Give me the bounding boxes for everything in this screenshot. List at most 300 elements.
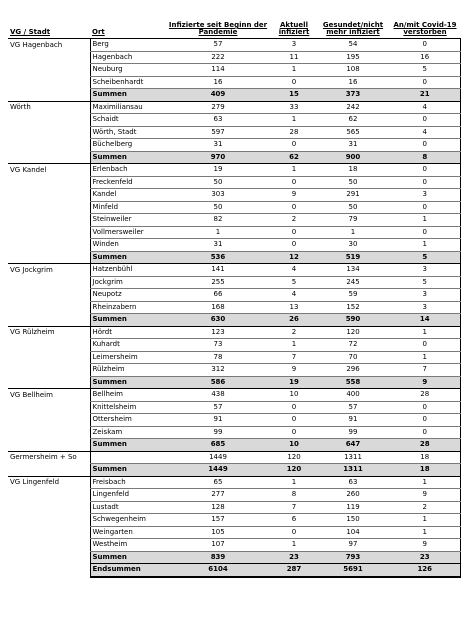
sum-verstorben: 23 [390,551,460,564]
table-row [8,264,460,277]
infiziert-cell: 66 [164,289,272,302]
summary-row [8,464,460,477]
infiziert-cell: 277 [164,489,272,502]
table-row [8,276,460,289]
sum-verstorben: 5 [390,251,460,264]
table-row [8,239,460,252]
aktuell-cell: 6 [272,514,316,527]
summary-row [8,551,460,564]
sum-verstorben: 18 [390,464,460,477]
ort-cell: Rülzheim [90,364,164,377]
gesundet-cell: 108 [316,64,390,77]
ort-cell: Hagenbach [90,51,164,64]
infiziert-cell: 57 [164,39,272,52]
aktuell-cell: 2 [272,326,316,339]
table-row [8,76,460,89]
sum-gesundet: 590 [316,314,390,327]
gesundet-cell: 18 [316,164,390,177]
verstorben-cell: 28 [390,389,460,402]
gesundet-cell: 291 [316,189,390,202]
aktuell-cell: 8 [272,489,316,502]
infiziert-cell: 128 [164,501,272,514]
table-row [8,539,460,552]
aktuell-cell: 1 [272,476,316,489]
vg-cell [8,314,90,327]
vg-cell: VG Rülzheim [8,326,90,339]
vg-cell [8,251,90,264]
vg-cell: VG Kandel [8,164,90,177]
sum-infiziert: 586 [164,376,272,389]
table-row [8,139,460,152]
verstorben-cell: 5 [390,64,460,77]
sum-aktuell: 23 [272,551,316,564]
verstorben-cell: 9 [390,489,460,502]
verstorben-cell: 0 [390,164,460,177]
table-row [8,476,460,489]
aktuell-cell: 9 [272,189,316,202]
gesundet-cell: 400 [316,389,390,402]
verstorben-cell: 0 [390,414,460,427]
gesundet-cell: 91 [316,414,390,427]
ort-cell: Ottersheim [90,414,164,427]
vg-cell [8,439,90,452]
gesundet-cell: 62 [316,114,390,127]
gesundet-cell: 104 [316,526,390,539]
aktuell-cell: 33 [272,101,316,114]
table-row [8,64,460,77]
gesundet-cell: 195 [316,51,390,64]
aktuell-cell: 4 [272,289,316,302]
summen-label: Summen [90,439,164,452]
verstorben-cell: 1 [390,351,460,364]
aktuell-cell: 9 [272,364,316,377]
infiziert-cell: 99 [164,426,272,439]
verstorben-cell: 2 [390,501,460,514]
aktuell-cell: 28 [272,126,316,139]
infiziert-cell: 31 [164,139,272,152]
vg-cell [8,376,90,389]
vg-cell [8,51,90,64]
infiziert-cell: 105 [164,526,272,539]
table-row [8,514,460,527]
summen-label: Summen [90,314,164,327]
sum-infiziert: 409 [164,89,272,102]
sum-aktuell: 15 [272,89,316,102]
vg-cell [8,289,90,302]
sum-infiziert: 1449 [164,464,272,477]
verstorben-cell: 3 [390,264,460,277]
table-row [8,189,460,202]
infiziert-cell: 65 [164,476,272,489]
infiziert-cell: 16 [164,76,272,89]
ort-cell: Erlenbach [90,164,164,177]
summary-row [8,314,460,327]
sum-aktuell: 12 [272,251,316,264]
aktuell-cell: 2 [272,214,316,227]
sum-aktuell: 120 [272,464,316,477]
aktuell-cell: 0 [272,176,316,189]
sum-gesundet: 1311 [316,464,390,477]
aktuell-cell: 120 [272,451,316,464]
summen-label: Summen [90,464,164,477]
vg-cell [8,239,90,252]
gesundet-cell: 97 [316,539,390,552]
sum-gesundet: 373 [316,89,390,102]
gesundet-cell: 260 [316,489,390,502]
infiziert-cell: 279 [164,101,272,114]
table-row [8,364,460,377]
infiziert-cell: 50 [164,201,272,214]
ort-cell: Steinweiler [90,214,164,227]
sum-aktuell: 19 [272,376,316,389]
aktuell-cell: 1 [272,339,316,352]
sum-gesundet: 519 [316,251,390,264]
verstorben-cell: 7 [390,364,460,377]
vg-cell [8,151,90,164]
verstorben-cell: 4 [390,101,460,114]
aktuell-cell: 0 [272,139,316,152]
infiziert-cell: 82 [164,214,272,227]
aktuell-cell: 0 [272,526,316,539]
infiziert-cell: 141 [164,264,272,277]
vg-cell [8,189,90,202]
verstorben-cell: 16 [390,51,460,64]
sum-infiziert: 685 [164,439,272,452]
summary-row [8,251,460,264]
ort-cell: Rheinzabern [90,301,164,314]
gesundet-cell: 120 [316,326,390,339]
infiziert-cell: 73 [164,339,272,352]
aktuell-cell: 0 [272,426,316,439]
sum-gesundet: 647 [316,439,390,452]
header-ort: Ort [90,8,164,39]
vg-cell [8,114,90,127]
vg-cell [8,551,90,564]
sum-verstorben: 14 [390,314,460,327]
verstorben-cell: 3 [390,289,460,302]
gesundet-cell: 150 [316,514,390,527]
table-row [8,289,460,302]
vg-cell [8,139,90,152]
vg-cell: VG Jockgrim [8,264,90,277]
verstorben-cell: 1 [390,514,460,527]
sum-aktuell: 10 [272,439,316,452]
ort-cell: Hatzenbühl [90,264,164,277]
table-row [8,39,460,52]
ort-cell: Leimersheim [90,351,164,364]
vg-cell [8,226,90,239]
summen-label: Summen [90,89,164,102]
vg-cell [8,501,90,514]
infiziert-cell: 57 [164,401,272,414]
ort-cell: Vollmersweiler [90,226,164,239]
sum-infiziert: 630 [164,314,272,327]
sum-verstorben: 21 [390,89,460,102]
sum-gesundet: 900 [316,151,390,164]
aktuell-cell: 1 [272,164,316,177]
ort-cell: Lingenfeld [90,489,164,502]
verstorben-cell: 18 [390,451,460,464]
summary-row [8,89,460,102]
ort-cell: Neuburg [90,64,164,77]
total-row [8,564,460,577]
infiziert-cell: 31 [164,239,272,252]
vg-cell [8,276,90,289]
sum-aktuell: 62 [272,151,316,164]
gesundet-cell: 59 [316,289,390,302]
vg-cell: VG Lingenfeld [8,476,90,489]
verstorben-cell: 1 [390,326,460,339]
header-verstorben: An/mit Covid-19 verstorben [390,8,460,39]
infiziert-cell: 78 [164,351,272,364]
table-row [8,301,460,314]
infiziert-cell: 107 [164,539,272,552]
sum-aktuell: 26 [272,314,316,327]
vg-cell [8,514,90,527]
verstorben-cell: 3 [390,189,460,202]
gesundet-cell: 134 [316,264,390,277]
total-gesundet: 5691 [316,564,390,577]
sum-gesundet: 558 [316,376,390,389]
vg-cell [8,201,90,214]
gesundet-cell: 1311 [316,451,390,464]
ort-cell: Minfeld [90,201,164,214]
gesundet-cell: 57 [316,401,390,414]
gesundet-cell: 79 [316,214,390,227]
infiziert-cell: 123 [164,326,272,339]
gesundet-cell: 63 [316,476,390,489]
sum-infiziert: 839 [164,551,272,564]
aktuell-cell: 0 [272,226,316,239]
table-row [8,426,460,439]
vg-cell [8,489,90,502]
vg-cell [8,176,90,189]
ort-cell: Schwegenheim [90,514,164,527]
infiziert-cell: 19 [164,164,272,177]
ort-cell: Scheibenhardt [90,76,164,89]
aktuell-cell: 0 [272,414,316,427]
verstorben-cell: 0 [390,176,460,189]
aktuell-cell: 10 [272,389,316,402]
infiziert-cell: 222 [164,51,272,64]
table-row [8,114,460,127]
verstorben-cell: 5 [390,276,460,289]
sum-verstorben: 28 [390,439,460,452]
table-row [8,339,460,352]
table-body [8,39,460,577]
table-row [8,176,460,189]
vg-cell [8,126,90,139]
aktuell-cell: 11 [272,51,316,64]
table-row [8,326,460,339]
table-row [8,214,460,227]
header-row [8,8,460,39]
verstorben-cell: 0 [390,226,460,239]
total-aktuell: 287 [272,564,316,577]
sum-verstorben: 9 [390,376,460,389]
vg-cell [8,64,90,77]
verstorben-cell: 0 [390,139,460,152]
header-vg: VG / Stadt [8,8,90,39]
aktuell-cell: 13 [272,301,316,314]
verstorben-cell: 0 [390,339,460,352]
total-infiziert: 6104 [164,564,272,577]
vg-cell: Germersheim + So [8,451,90,464]
table-row [8,226,460,239]
ort-cell: Kandel [90,189,164,202]
gesundet-cell: 565 [316,126,390,139]
verstorben-cell: 1 [390,239,460,252]
table-row [8,501,460,514]
summen-label: Summen [90,151,164,164]
ort-cell: Knittelsheim [90,401,164,414]
gesundet-cell: 296 [316,364,390,377]
verstorben-cell: 0 [390,426,460,439]
verstorben-cell: 4 [390,126,460,139]
ort-cell: Maximiliansau [90,101,164,114]
gesundet-cell: 50 [316,176,390,189]
infiziert-cell: 63 [164,114,272,127]
verstorben-cell: 0 [390,114,460,127]
gesundet-cell: 99 [316,426,390,439]
aktuell-cell: 0 [272,201,316,214]
sum-infiziert: 970 [164,151,272,164]
infiziert-cell: 157 [164,514,272,527]
infiziert-cell: 1 [164,226,272,239]
ort-cell: Schaidt [90,114,164,127]
aktuell-cell: 0 [272,401,316,414]
sum-verstorben: 8 [390,151,460,164]
verstorben-cell: 9 [390,539,460,552]
ort-cell: Freisbach [90,476,164,489]
ort-cell: Zeiskam [90,426,164,439]
verstorben-cell: 0 [390,39,460,52]
vg-cell [8,526,90,539]
vg-cell [8,426,90,439]
ort-cell: Hördt [90,326,164,339]
table-row [8,414,460,427]
table-row [8,351,460,364]
infiziert-cell: 312 [164,364,272,377]
ort-cell: Neupotz [90,289,164,302]
aktuell-cell: 1 [272,539,316,552]
verstorben-cell: 1 [390,214,460,227]
aktuell-cell: 1 [272,64,316,77]
gesundet-cell: 119 [316,501,390,514]
infiziert-cell: 1449 [164,451,272,464]
infiziert-cell: 114 [164,64,272,77]
gesundet-cell: 242 [316,101,390,114]
table-row [8,526,460,539]
vg-cell [8,214,90,227]
infiziert-cell: 168 [164,301,272,314]
infiziert-cell: 91 [164,414,272,427]
header-infiziert: Infizierte seit Beginn der Pandemie [164,8,272,39]
summary-row [8,439,460,452]
ort-cell: Freckenfeld [90,176,164,189]
summen-label: Summen [90,551,164,564]
table-row [8,489,460,502]
aktuell-cell: 7 [272,501,316,514]
covid-table-sheet [8,8,460,578]
ort-cell: Weingarten [90,526,164,539]
ort-cell: Jockgrim [90,276,164,289]
summen-label: Summen [90,376,164,389]
gesundet-cell: 152 [316,301,390,314]
vg-cell: Wörth [8,101,90,114]
table-row [8,389,460,402]
gesundet-cell: 70 [316,351,390,364]
vg-cell [8,564,90,577]
header-aktuell: Aktuell infiziert [272,8,316,39]
table-row [8,164,460,177]
vg-cell: VG Hagenbach [8,39,90,52]
ort-cell: Westheim [90,539,164,552]
vg-cell [8,414,90,427]
ort-cell: Wörth, Stadt [90,126,164,139]
verstorben-cell: 1 [390,476,460,489]
table-row [8,451,460,464]
vg-cell [8,301,90,314]
aktuell-cell: 7 [272,351,316,364]
ort-cell [90,451,164,464]
total-verstorben: 126 [390,564,460,577]
sum-gesundet: 793 [316,551,390,564]
ort-cell: Berg [90,39,164,52]
ort-cell: Kuhardt [90,339,164,352]
aktuell-cell: 0 [272,239,316,252]
summary-row [8,376,460,389]
gesundet-cell: 1 [316,226,390,239]
table-row [8,51,460,64]
gesundet-cell: 54 [316,39,390,52]
ort-cell: Winden [90,239,164,252]
summen-label: Summen [90,251,164,264]
gesundet-cell: 50 [316,201,390,214]
vg-cell [8,351,90,364]
table-row [8,201,460,214]
infiziert-cell: 255 [164,276,272,289]
aktuell-cell: 0 [272,76,316,89]
vg-cell [8,339,90,352]
infiziert-cell: 438 [164,389,272,402]
aktuell-cell: 4 [272,264,316,277]
vg-cell [8,76,90,89]
table-row [8,101,460,114]
gesundet-cell: 72 [316,339,390,352]
vg-cell: VG Bellheim [8,389,90,402]
verstorben-cell: 0 [390,201,460,214]
infiziert-cell: 50 [164,176,272,189]
verstorben-cell: 3 [390,301,460,314]
verstorben-cell: 1 [390,526,460,539]
infiziert-cell: 303 [164,189,272,202]
infiziert-cell: 597 [164,126,272,139]
gesundet-cell: 16 [316,76,390,89]
ort-cell: Büchelberg [90,139,164,152]
table-row [8,401,460,414]
header-gesundet: Gesundet/nicht mehr infiziert [316,8,390,39]
gesundet-cell: 245 [316,276,390,289]
table-row [8,126,460,139]
aktuell-cell: 5 [272,276,316,289]
summary-row [8,151,460,164]
verstorben-cell: 0 [390,76,460,89]
covid-cases-table [8,8,461,578]
vg-cell [8,364,90,377]
vg-cell [8,539,90,552]
endsummen-label: Endsummen [90,564,164,577]
